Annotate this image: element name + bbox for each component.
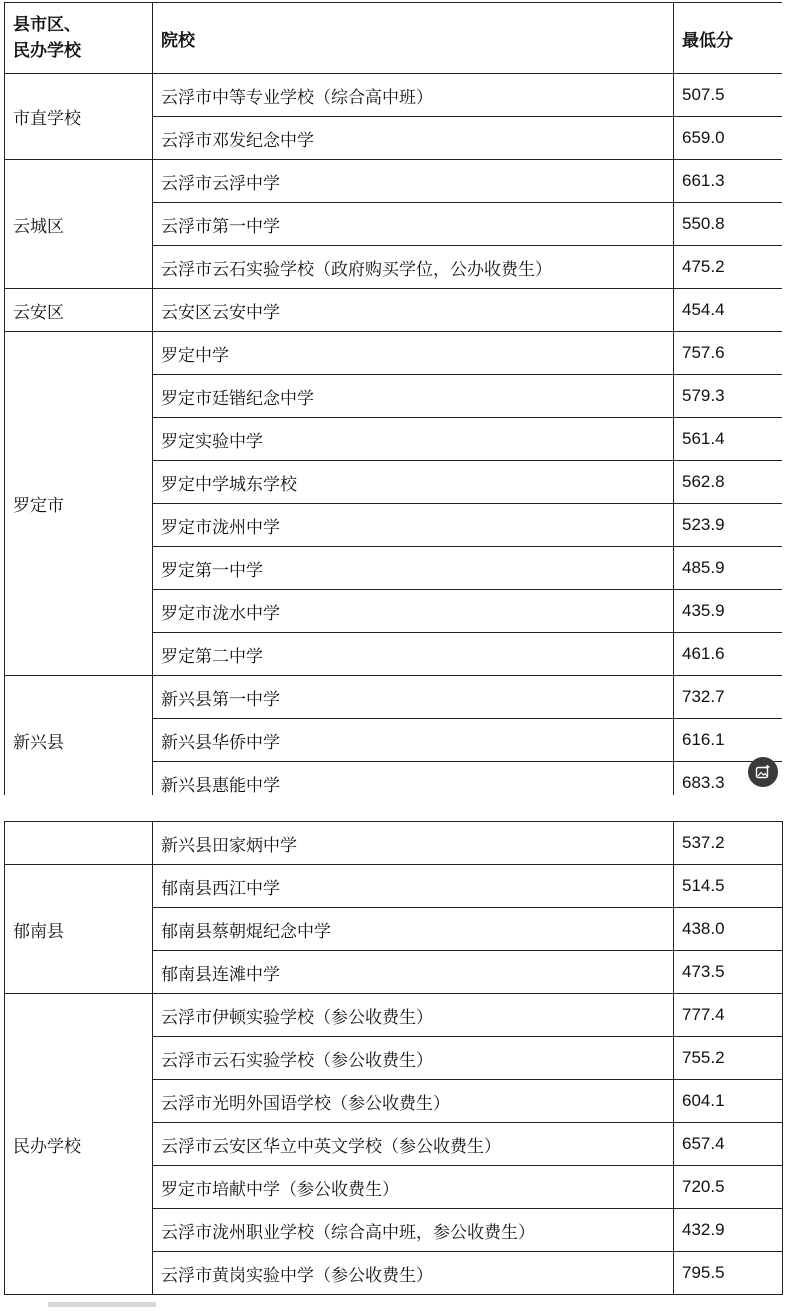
school-cell: 云浮市光明外国语学校（参公收费生） — [153, 1080, 674, 1123]
school-cell: 郁南县连滩中学 — [153, 951, 674, 994]
table-fragment-top — [4, 2, 782, 795]
school-cell: 云浮市云石实验学校（政府购买学位，公办收费生） — [153, 246, 674, 289]
school-cell: 罗定市廷锴纪念中学 — [153, 375, 674, 418]
score-cell: 657.4 — [674, 1123, 783, 1166]
school-cell: 新兴县田家炳中学 — [153, 822, 674, 865]
table-row — [5, 74, 783, 117]
score-cell: 438.0 — [674, 908, 783, 951]
score-cell: 757.6 — [674, 332, 783, 375]
score-cell: 777.4 — [674, 994, 783, 1037]
school-cell: 罗定中学 — [153, 332, 674, 375]
score-cell: 683.3 — [674, 762, 783, 796]
school-cell: 新兴县华侨中学 — [153, 719, 674, 762]
school-cell: 云浮市泷州职业学校（综合高中班，参公收费生） — [153, 1209, 674, 1252]
school-cell: 云安区云安中学 — [153, 289, 674, 332]
school-cell: 罗定中学城东学校 — [153, 461, 674, 504]
score-cell: 659.0 — [674, 117, 783, 160]
score-cell: 461.6 — [674, 633, 783, 676]
school-cell: 云浮市黄岗实验中学（参公收费生） — [153, 1252, 674, 1295]
school-cell: 罗定实验中学 — [153, 418, 674, 461]
table-row — [5, 676, 783, 719]
school-cell: 云浮市云石实验学校（参公收费生） — [153, 1037, 674, 1080]
school-cell: 罗定市泷州中学 — [153, 504, 674, 547]
score-cell: 485.9 — [674, 547, 783, 590]
table-row — [5, 160, 783, 203]
region-cell: 云城区 — [5, 160, 153, 289]
school-cell: 新兴县惠能中学 — [153, 762, 674, 796]
header-school: 院校 — [153, 3, 674, 74]
score-cell: 616.1 — [674, 719, 783, 762]
score-cell: 661.3 — [674, 160, 783, 203]
score-cell: 579.3 — [674, 375, 783, 418]
score-cell: 523.9 — [674, 504, 783, 547]
score-cell: 604.1 — [674, 1080, 783, 1123]
score-table-continued — [4, 821, 783, 1295]
school-cell: 罗定第二中学 — [153, 633, 674, 676]
score-cell: 537.2 — [674, 822, 783, 865]
region-cell: 民办学校 — [5, 994, 153, 1295]
score-cell: 550.8 — [674, 203, 783, 246]
school-cell: 罗定市培献中学（参公收费生） — [153, 1166, 674, 1209]
school-cell: 云浮市中等专业学校（综合高中班） — [153, 74, 674, 117]
region-cell: 新兴县 — [5, 676, 153, 796]
score-cell: 755.2 — [674, 1037, 783, 1080]
region-cell-continued — [5, 822, 153, 865]
table-row — [5, 332, 783, 375]
score-table — [4, 2, 782, 795]
school-cell: 郁南县蔡朝焜纪念中学 — [153, 908, 674, 951]
school-cell: 云浮市第一中学 — [153, 203, 674, 246]
school-cell: 云浮市伊顿实验学校（参公收费生） — [153, 994, 674, 1037]
score-cell: 432.9 — [674, 1209, 783, 1252]
region-cell: 郁南县 — [5, 865, 153, 994]
header-region: 县市区、 民办学校 — [5, 3, 153, 74]
table-header-row — [5, 3, 783, 74]
score-cell: 514.5 — [674, 865, 783, 908]
school-cell: 罗定市泷水中学 — [153, 590, 674, 633]
school-cell: 郁南县西江中学 — [153, 865, 674, 908]
region-cell: 云安区 — [5, 289, 153, 332]
score-cell: 473.5 — [674, 951, 783, 994]
score-cell: 454.4 — [674, 289, 783, 332]
add-image-button[interactable] — [748, 757, 778, 787]
table-row — [5, 865, 783, 908]
score-cell: 507.5 — [674, 74, 783, 117]
score-cell: 561.4 — [674, 418, 783, 461]
table-fragment-bottom — [4, 821, 782, 1295]
score-cell: 562.8 — [674, 461, 783, 504]
table-row — [5, 822, 783, 865]
region-cell: 市直学校 — [5, 74, 153, 160]
score-cell: 475.2 — [674, 246, 783, 289]
table-row — [5, 289, 783, 332]
school-cell: 云浮市邓发纪念中学 — [153, 117, 674, 160]
score-cell: 795.5 — [674, 1252, 783, 1295]
region-cell: 罗定市 — [5, 332, 153, 676]
school-cell: 云浮市云安区华立中英文学校（参公收费生） — [153, 1123, 674, 1166]
table-row — [5, 994, 783, 1037]
school-cell: 新兴县第一中学 — [153, 676, 674, 719]
school-cell: 罗定第一中学 — [153, 547, 674, 590]
score-cell: 435.9 — [674, 590, 783, 633]
score-cell: 732.7 — [674, 676, 783, 719]
school-cell: 云浮市云浮中学 — [153, 160, 674, 203]
header-score: 最低分 — [674, 3, 783, 74]
scroll-indicator — [48, 1302, 156, 1307]
score-cell: 720.5 — [674, 1166, 783, 1209]
add-image-icon — [755, 764, 771, 780]
